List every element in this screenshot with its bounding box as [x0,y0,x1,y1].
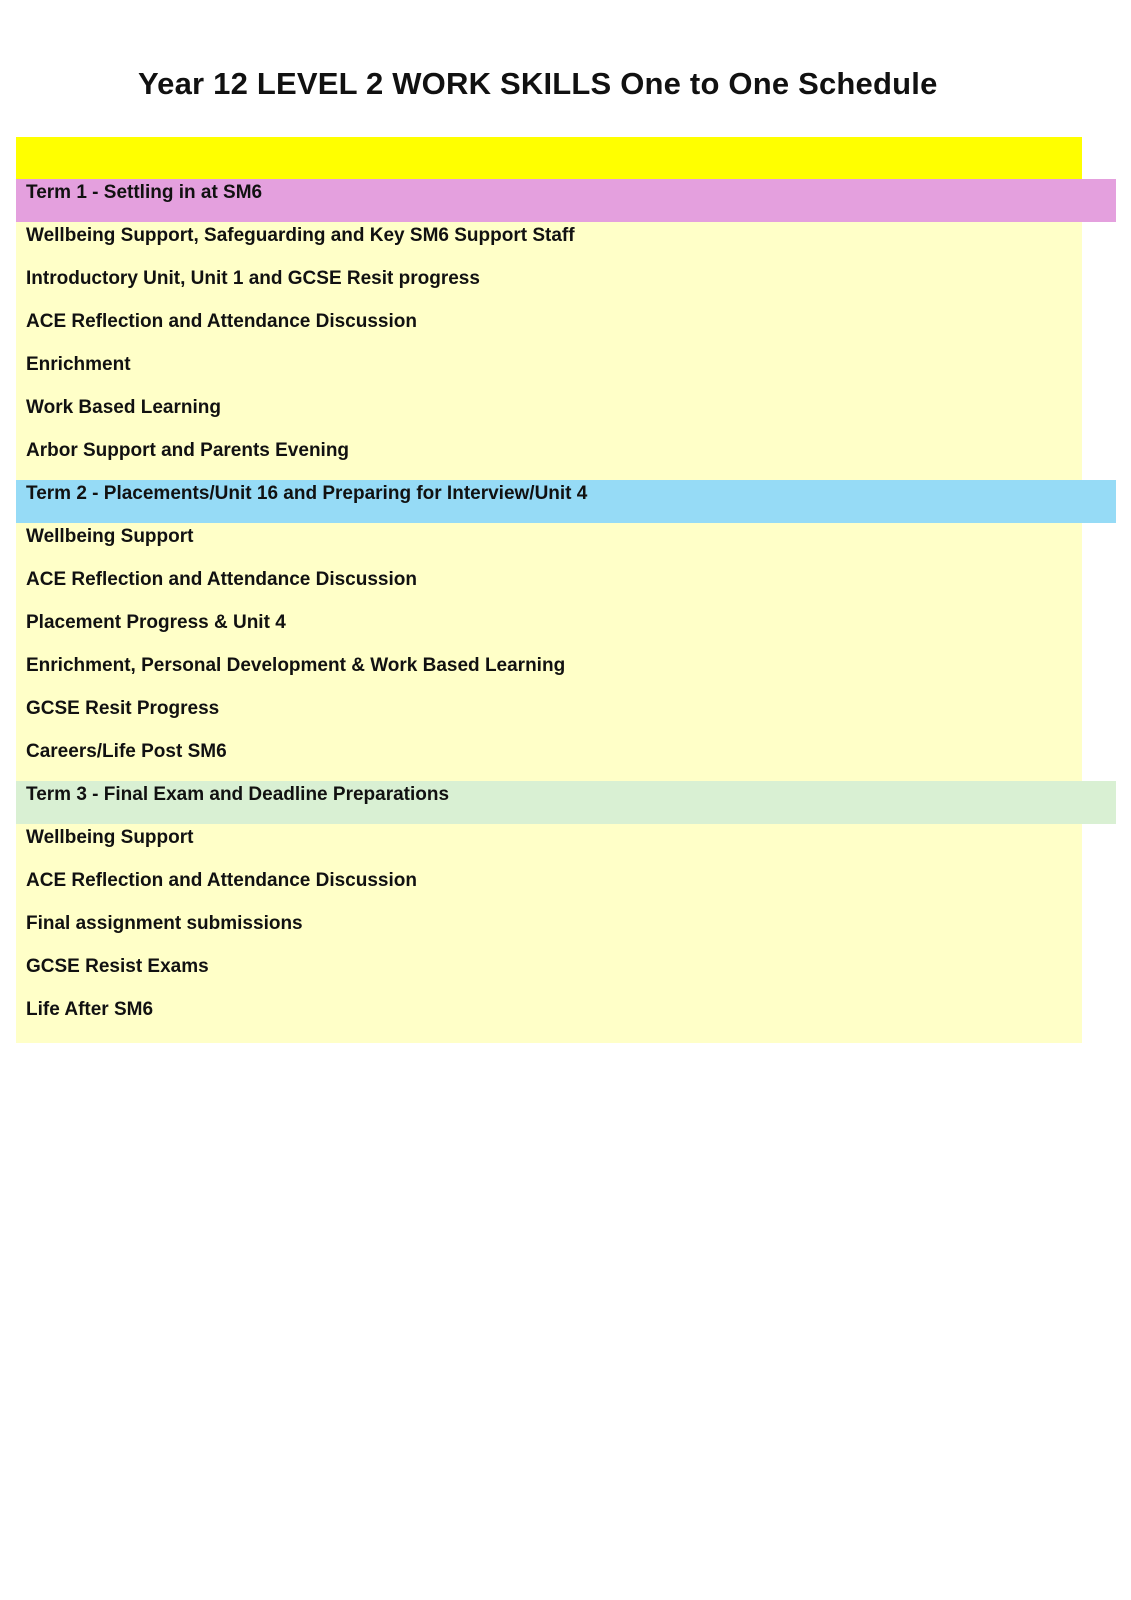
schedule-table [16,137,1082,1043]
list-item: ACE Reflection and Attendance Discussion [26,311,417,332]
list-item: Final assignment submissions [26,913,303,934]
term-3-items [16,824,1082,1043]
list-item: Introductory Unit, Unit 1 and GCSE Resit progress [26,268,480,289]
header-band [16,137,1082,179]
list-item: Enrichment, Personal Development & Work Based Learning [26,655,566,676]
list-item: Enrichment [26,354,131,375]
term-2-heading: Term 2 - Placements/Unit 16 and Preparing for Interview/Unit 4 [16,480,1116,523]
list-item: Wellbeing Support, Safeguarding and Key SM6 Support Staff [26,225,575,246]
list-item: Arbor Support and Parents Evening [26,440,350,461]
list-item: GCSE Resist Exams [26,956,209,977]
term-1-heading: Term 1 - Settling in at SM6 [16,179,1116,222]
term-3-heading: Term 3 - Final Exam and Deadline Preparations [16,781,1116,824]
list-item: ACE Reflection and Attendance Discussion [26,569,417,590]
list-item: Placement Progress & Unit 4 [26,612,286,633]
page-title: Year 12 LEVEL 2 WORK SKILLS One to One Schedule [138,66,938,101]
list-item: Wellbeing Support [26,526,194,547]
term-2-items [16,523,1082,781]
list-item: Work Based Learning [26,397,221,418]
list-item: Wellbeing Support [26,827,194,848]
list-item: ACE Reflection and Attendance Discussion [26,870,417,891]
list-item: Life After SM6 [26,999,154,1020]
list-item: Careers/Life Post SM6 [26,741,227,762]
list-item: GCSE Resit Progress [26,698,220,719]
term-1-items [16,222,1082,480]
